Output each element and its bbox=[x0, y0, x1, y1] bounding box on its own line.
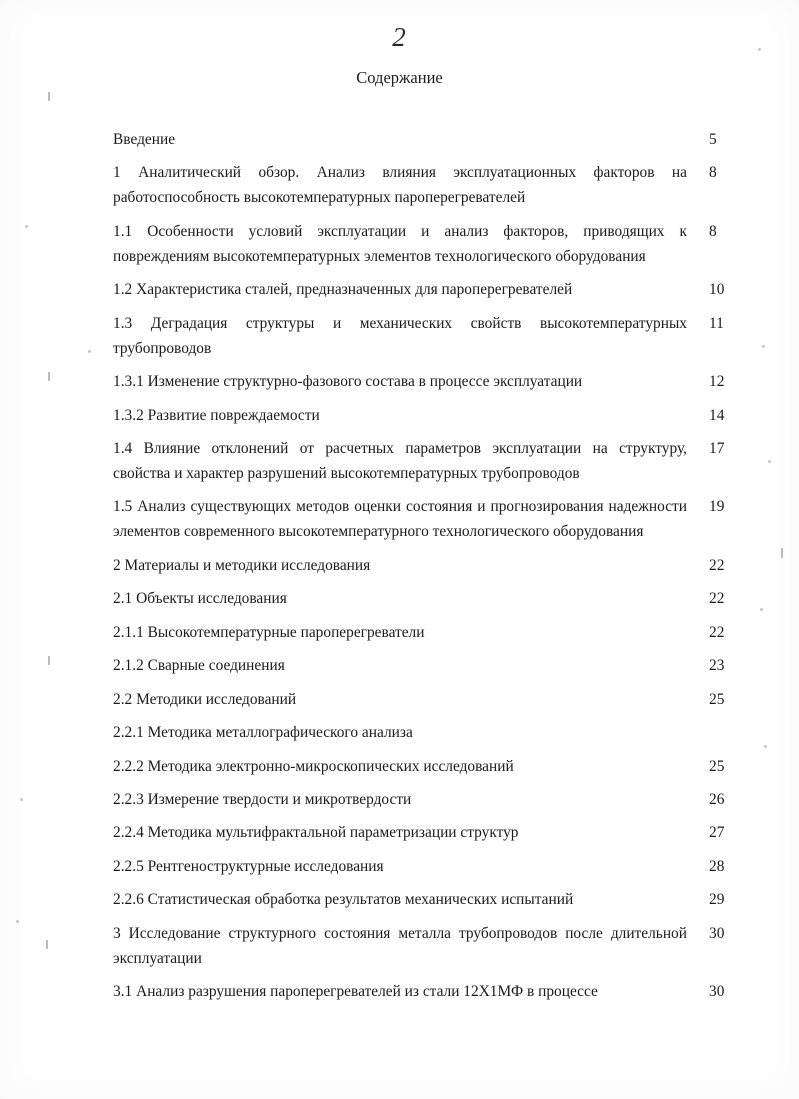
toc-entry[interactable] bbox=[113, 821, 743, 846]
toc-entry[interactable] bbox=[113, 587, 743, 612]
toc-entry-page-number: 5 bbox=[709, 131, 717, 148]
toc-entry-page-number: 27 bbox=[709, 824, 725, 842]
toc-entry-page-number: 30 bbox=[709, 924, 725, 942]
toc-entry-page-number: 11 bbox=[709, 314, 724, 332]
toc-entry-title: 2.1 Объекты исследования bbox=[113, 590, 287, 608]
toc-entry[interactable] bbox=[113, 220, 743, 270]
toc-entry-title: 3.1 Анализ разрушения пароперегревателей из стали 12Х1МФ в процессе bbox=[113, 983, 598, 1001]
toc-entry-page-number: 30 bbox=[709, 983, 725, 1001]
scan-artifact bbox=[16, 920, 19, 923]
toc-entry-page-number: 8 bbox=[709, 164, 717, 182]
toc-entry-title: 2.2.1 Методика металлографического анализа bbox=[113, 724, 413, 742]
scan-artifact bbox=[48, 656, 50, 665]
toc-entry-title: 2.1.2 Сварные соединения bbox=[113, 657, 285, 675]
toc-entry[interactable] bbox=[113, 788, 743, 813]
toc-entry-title: 2.2.6 Статистическая обработка результатов механических испытаний bbox=[113, 891, 574, 909]
toc-entry[interactable] bbox=[113, 312, 743, 362]
toc-entry-page-number: 25 bbox=[709, 757, 725, 775]
toc-entry[interactable] bbox=[113, 161, 743, 211]
toc-entry-title: 3 Исследование структурного состояния металла трубопроводов после длительной эксплуатации bbox=[113, 924, 687, 967]
toc-entry-title: 2.2 Методики исследований bbox=[113, 690, 297, 708]
toc-entry[interactable] bbox=[113, 404, 743, 429]
scan-artifact bbox=[88, 350, 91, 353]
toc-entry-page-number: 25 bbox=[709, 690, 725, 708]
toc-entry-title: Введение bbox=[113, 131, 176, 148]
scan-artifact bbox=[25, 225, 28, 228]
toc-entry[interactable] bbox=[113, 755, 743, 780]
toc-entry[interactable] bbox=[113, 688, 743, 713]
toc-entry-title: 1.3 Деградация структуры и механических свойств высокотемпературных трубопроводов bbox=[113, 314, 687, 357]
toc-entry-title: 1.1 Особенности условий эксплуатации и анализ факторов, приводящих к повреждениям высокотемпературных элементов технологического оборудования bbox=[113, 222, 687, 265]
scan-artifact bbox=[20, 798, 23, 801]
toc-entry[interactable] bbox=[113, 621, 743, 646]
toc-entry-title: 2.2.4 Методика мультифрактальной параметризации структур bbox=[113, 824, 519, 842]
scan-artifact bbox=[781, 548, 783, 558]
toc-entry[interactable] bbox=[113, 554, 743, 579]
toc-entry-page-number: 28 bbox=[709, 857, 725, 875]
table-of-contents bbox=[113, 128, 743, 1014]
toc-entry-title: 2 Материалы и методики исследования bbox=[113, 556, 371, 574]
toc-entry-title: 2.2.2 Методика электронно-микроскопических исследований bbox=[113, 757, 514, 775]
toc-entry-title: 1 Аналитический обзор. Анализ влияния эксплуатационных факторов на работоспособность высокотемпературных пароперегревателей bbox=[113, 164, 687, 207]
scan-artifact bbox=[48, 92, 50, 101]
toc-entry[interactable] bbox=[113, 437, 743, 487]
toc-entry[interactable] bbox=[113, 922, 743, 972]
toc-entry-title: 1.3.2 Развитие повреждаемости bbox=[113, 406, 320, 424]
scan-artifact bbox=[48, 372, 50, 381]
scan-artifact bbox=[762, 345, 765, 348]
scan-artifact bbox=[760, 608, 763, 611]
toc-entry[interactable] bbox=[113, 654, 743, 679]
toc-entry-page-number: 10 bbox=[709, 281, 725, 299]
toc-entry[interactable] bbox=[113, 855, 743, 880]
page-folio-number: 2 bbox=[392, 22, 407, 52]
toc-entry-page-number: 23 bbox=[709, 657, 725, 675]
toc-entry-title: 2.2.3 Измерение твердости и микротвердости bbox=[113, 791, 412, 809]
toc-entry-page-number: 22 bbox=[709, 556, 725, 574]
toc-entry[interactable] bbox=[113, 370, 743, 395]
toc-entry[interactable] bbox=[113, 980, 743, 1005]
toc-entry-page-number: 8 bbox=[709, 222, 717, 240]
toc-entry-title: 1.2 Характеристика сталей, предназначенных для пароперегревателей bbox=[113, 281, 573, 299]
toc-entry-page-number: 17 bbox=[709, 440, 725, 458]
toc-entry[interactable] bbox=[113, 721, 743, 746]
toc-entry-page-number: 22 bbox=[709, 590, 725, 608]
toc-entry-page-number: 12 bbox=[709, 373, 725, 391]
toc-entry-page-number: 26 bbox=[709, 791, 725, 809]
toc-entry-title: 1.4 Влияние отклонений от расчетных параметров эксплуатации на структуру, свойства и характер разрушений высокотемпературных трубопроводов bbox=[113, 440, 687, 482]
scan-artifact bbox=[758, 48, 761, 51]
toc-entry-title: 1.3.1 Изменение структурно-фазового состава в процессе эксплуатации bbox=[113, 373, 583, 391]
toc-entry-page-number: 19 bbox=[709, 498, 725, 516]
scan-artifact bbox=[46, 940, 48, 949]
toc-entry-title: 2.2.5 Рентгеноструктурные исследования bbox=[113, 857, 384, 875]
toc-entry[interactable] bbox=[113, 888, 743, 913]
toc-entry-page-number: 22 bbox=[709, 623, 725, 641]
scan-artifact bbox=[764, 745, 767, 748]
toc-entry[interactable] bbox=[113, 495, 743, 545]
toc-entry[interactable] bbox=[113, 278, 743, 303]
toc-entry-page-number: 29 bbox=[709, 891, 725, 909]
toc-entry-title: 1.5 Анализ существующих методов оценки состояния и прогнозирования надежности элементов современного высокотемпературного технологического оборудования bbox=[113, 498, 687, 541]
toc-entry-page-number: 14 bbox=[709, 406, 725, 424]
toc-entry[interactable] bbox=[113, 128, 743, 153]
toc-entry-title: 2.1.1 Высокотемпературные пароперегреватели bbox=[113, 623, 425, 641]
scan-artifact bbox=[768, 460, 771, 463]
page-title: Содержание bbox=[356, 68, 443, 87]
